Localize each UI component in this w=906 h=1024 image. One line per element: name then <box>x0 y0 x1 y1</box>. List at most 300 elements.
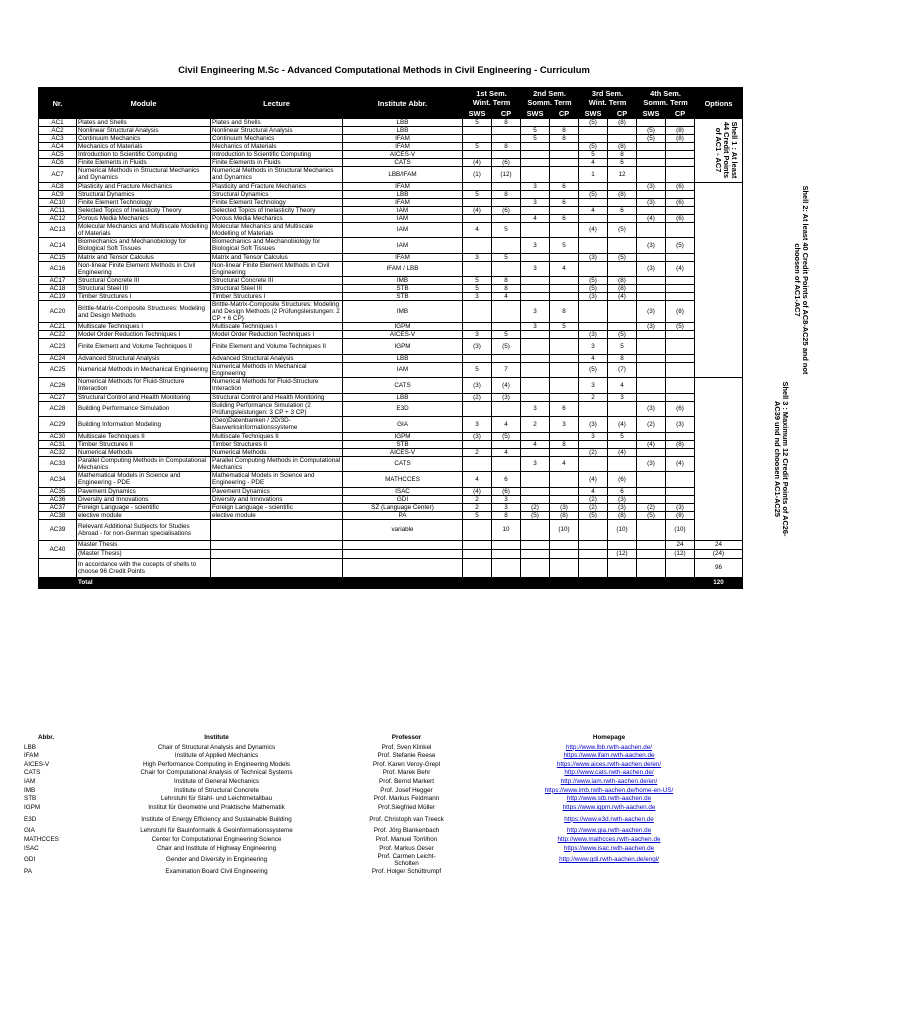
header-institute: Institute Abbr. <box>343 88 463 119</box>
table-row <box>39 549 743 558</box>
module-name: (Master Thesis) <box>77 549 211 558</box>
sws-value: (3) <box>463 339 492 355</box>
cp-value: 8 <box>492 190 521 198</box>
inst-header-professor: Professor <box>391 734 422 742</box>
sws-value: 5 <box>521 135 550 143</box>
institute-abbr: AICES-V <box>343 151 463 159</box>
cp-value: (4) <box>608 417 637 433</box>
cp-value <box>550 285 579 293</box>
lecture-name: Structural Control and Health Monitoring <box>211 393 343 401</box>
header-sem1: 1st Sem. Wint. Term <box>463 88 521 108</box>
sws-value: (5) <box>579 285 608 293</box>
sws-value: 4 <box>579 159 608 167</box>
semester-cell <box>608 558 637 577</box>
sws-value <box>579 198 608 206</box>
institute-name: Chair and Institute of Highway Engineering <box>156 844 277 852</box>
cp-value <box>666 253 695 261</box>
sws-value <box>637 487 666 495</box>
sws-value: (5) <box>637 135 666 143</box>
module-name: Advanced Structural Analysis <box>77 354 211 362</box>
institute-name: Chair for Computational Analysis of Technical Systems <box>140 769 293 777</box>
cp-value <box>666 159 695 167</box>
homepage-cell <box>504 786 714 795</box>
sws-value <box>637 519 666 540</box>
module-number: AC34 <box>39 472 77 488</box>
table-row <box>39 277 743 285</box>
institute-row <box>24 795 714 804</box>
module-name: Selected Topics of Inelasticity Theory <box>77 206 211 214</box>
homepage-link[interactable]: http://www.cats.rwth-aachen.de/ <box>564 769 654 777</box>
module-number <box>39 558 77 577</box>
cp-value: (6) <box>666 182 695 190</box>
institute-abbr: LBB <box>24 743 36 751</box>
semester-cell <box>637 549 666 558</box>
table-row <box>39 143 743 151</box>
homepage-cell <box>504 844 714 853</box>
sws-value: 3 <box>463 331 492 339</box>
institute-abbr: IAM <box>24 778 36 786</box>
institute-row <box>24 844 714 853</box>
homepage-link[interactable]: http://www.gdi.rwth-aachen.de/engl/ <box>559 856 659 864</box>
semester-cell <box>637 558 666 577</box>
module-number: AC35 <box>39 487 77 495</box>
cp-value: (8) <box>666 511 695 519</box>
institute-abbr: IAM <box>343 222 463 238</box>
sws-value <box>579 456 608 472</box>
cp-value <box>492 214 521 222</box>
sws-value <box>637 495 666 503</box>
semester-cell <box>579 558 608 577</box>
cp-value <box>550 206 579 214</box>
lecture-name: Porous Media Mechanics <box>211 214 343 222</box>
table-row <box>39 519 743 540</box>
sws-value <box>521 339 550 355</box>
semester-cell <box>492 549 521 558</box>
semester-cell <box>550 540 579 549</box>
cp-value: (8) <box>550 511 579 519</box>
sws-value <box>521 151 550 159</box>
homepage-cell <box>504 835 714 844</box>
homepage-cell <box>504 769 714 778</box>
cp-value <box>550 143 579 151</box>
institute-row <box>24 769 714 778</box>
cp-value <box>550 293 579 301</box>
lecture-name: Molecular Mechanics and Multiscale Modelling of Materials <box>211 222 343 238</box>
cp-value: 8 <box>492 511 521 519</box>
module-number: AC11 <box>39 206 77 214</box>
sws-value: (4) <box>463 206 492 214</box>
module-number: AC7 <box>39 167 77 183</box>
homepage-cell <box>504 760 714 769</box>
option-value: (24) <box>695 549 743 558</box>
lecture-name: Mathematical Models in Science and Engineering - PDE <box>211 472 343 488</box>
institute-row <box>24 777 714 786</box>
cp-value: (12) <box>608 549 637 558</box>
module-name: Mathematical Models in Science and Engineering - PDE <box>77 472 211 488</box>
lecture-name: Model Order Reduction Techniques I <box>211 331 343 339</box>
cp-value: 6 <box>550 182 579 190</box>
cp-value: (8) <box>666 440 695 448</box>
institute-abbr: variable <box>343 519 463 540</box>
cp-value <box>492 456 521 472</box>
lecture-name: Biomechanics and Mechanobiology for Biological Soft Tissues <box>211 238 343 254</box>
module-name: Brittle-Matrix-Composite Structures: Modeling and Design Methods <box>77 301 211 323</box>
homepage-link[interactable]: https://www.isac.rwth-aachen.de <box>563 844 655 852</box>
module-number: AC26 <box>39 378 77 394</box>
sws-value <box>637 448 666 456</box>
sws-value <box>579 182 608 190</box>
table-row <box>39 214 743 222</box>
homepage-link[interactable]: https://www.e3d.rwth-aachen.de <box>564 815 654 823</box>
cp-value <box>492 401 521 417</box>
cp-value <box>550 339 579 355</box>
homepage-cell <box>504 752 714 761</box>
cp-value: (3) <box>666 503 695 511</box>
institute-abbr <box>343 549 463 558</box>
cp-value <box>608 301 637 323</box>
sws-value <box>637 293 666 301</box>
module-name: Multiscale Techniques II <box>77 432 211 440</box>
module-number: AC24 <box>39 354 77 362</box>
semester-cell <box>550 549 579 558</box>
sws-value <box>521 285 550 293</box>
shell-label <box>695 378 791 541</box>
table-row <box>39 448 743 456</box>
cp-value <box>666 354 695 362</box>
sws-value: (5) <box>579 119 608 127</box>
homepage-link[interactable]: https://www.aices.rwth-aachen.de/en/ <box>556 760 662 768</box>
lecture-name: Structural Concrete III <box>211 277 343 285</box>
sws-value <box>521 167 550 183</box>
cp-value <box>550 448 579 456</box>
institute-abbr <box>343 558 463 577</box>
cp-value: 5 <box>550 238 579 254</box>
table-row <box>39 261 743 277</box>
institute-name: Institute of Structural Concrete <box>173 786 260 794</box>
institute-abbr: STB <box>343 293 463 301</box>
lecture-name <box>211 558 343 577</box>
shell-label-text: Shell 3 : Maximum 12 Credit Points of AC26-AC39 und nd choosen AC1-AC25 <box>773 381 791 537</box>
institute-abbr: STB <box>343 440 463 448</box>
cp-value <box>666 487 695 495</box>
sws-value <box>521 143 550 151</box>
cp-value: (6) <box>492 159 521 167</box>
sws-value: (5) <box>579 190 608 198</box>
sws-value <box>521 206 550 214</box>
professor-name: Prof. Carmen Leicht-Scholten <box>377 852 436 868</box>
module-name: Porous Media Mechanics <box>77 214 211 222</box>
homepage-link[interactable]: https://www.igpm.rwth-aachen.de <box>562 803 656 811</box>
header-cp: CP <box>666 108 695 119</box>
sws-value <box>463 401 492 417</box>
lecture-name: Numerical Methods for Fluid-Structure Interaction <box>211 378 343 394</box>
sws-value: 3 <box>521 323 550 331</box>
sws-value <box>637 277 666 285</box>
cp-value <box>550 354 579 362</box>
sws-value: 4 <box>521 440 550 448</box>
cp-value: (5) <box>608 331 637 339</box>
sws-value: (3) <box>637 198 666 206</box>
sws-value: (3) <box>579 417 608 433</box>
table-row <box>39 159 743 167</box>
sws-value <box>463 261 492 277</box>
header-sws: SWS <box>521 108 550 119</box>
cp-value <box>666 432 695 440</box>
cp-value: (6) <box>666 214 695 222</box>
cp-value: 6 <box>608 206 637 214</box>
cp-value: 6 <box>492 472 521 488</box>
sws-value <box>463 182 492 190</box>
table-row <box>39 354 743 362</box>
table-row <box>39 393 743 401</box>
sws-value: (3) <box>579 293 608 301</box>
lecture-name: Foreign Language - scientific <box>211 503 343 511</box>
cp-value: (4) <box>666 261 695 277</box>
sws-value <box>521 378 550 394</box>
institute-abbr: IMB <box>343 277 463 285</box>
semester-cell <box>463 549 492 558</box>
sws-value: 4 <box>579 354 608 362</box>
cp-value: (12) <box>492 167 521 183</box>
cp-value: (6) <box>608 472 637 488</box>
table-row <box>39 362 743 378</box>
professor-name: Prof. Stefanie Reese <box>377 752 436 760</box>
sws-value <box>521 519 550 540</box>
cp-value <box>666 167 695 183</box>
header-lecture: Lecture <box>211 88 343 119</box>
cp-value: (6) <box>492 487 521 495</box>
institute-abbr: LBB <box>343 127 463 135</box>
sws-value <box>579 519 608 540</box>
institute-row <box>24 812 714 827</box>
institute-abbr: E3D <box>343 401 463 417</box>
institute-abbr: CATS <box>343 159 463 167</box>
module-name: Model Order Reduction Techniques I <box>77 331 211 339</box>
sws-value <box>637 339 666 355</box>
homepage-link[interactable]: http://www.iam.rwth-aachen.de/en/ <box>560 778 658 786</box>
homepage-link[interactable]: https://www.imb.rwth-aachen.de/home-en-US/ <box>544 786 674 794</box>
institute-abbr: IFAM <box>343 198 463 206</box>
module-number: AC37 <box>39 503 77 511</box>
sws-value <box>463 519 492 540</box>
cp-value <box>608 127 637 135</box>
module-number: AC28 <box>39 401 77 417</box>
cp-value: 8 <box>492 143 521 151</box>
cp-value <box>666 331 695 339</box>
professor-name: Prof. Bernd Markert <box>379 778 434 786</box>
table-row <box>39 119 743 127</box>
sws-value: 5 <box>463 190 492 198</box>
sws-value <box>463 238 492 254</box>
sws-value <box>463 151 492 159</box>
sws-value <box>637 253 666 261</box>
cp-value: 4 <box>492 417 521 433</box>
institute-abbr: LBB <box>343 190 463 198</box>
cp-value: (5) <box>492 432 521 440</box>
module-number: AC17 <box>39 277 77 285</box>
institute-name: Chair of Structural Analysis and Dynamics <box>157 743 276 751</box>
module-number: AC1 <box>39 119 77 127</box>
sws-value <box>637 222 666 238</box>
institute-abbr: IMB <box>343 301 463 323</box>
cp-value <box>550 362 579 378</box>
cp-value <box>492 238 521 254</box>
cp-value: (5) <box>608 222 637 238</box>
homepage-link[interactable]: http://www.gia.rwth-aachen.de <box>566 827 652 835</box>
module-name: Master Thesis <box>77 540 211 549</box>
sws-value <box>463 198 492 206</box>
institute-abbr: IAM <box>343 214 463 222</box>
cp-value: 3 <box>492 495 521 503</box>
cp-value: (8) <box>666 301 695 323</box>
institutes-table <box>24 733 714 876</box>
institute-abbr: IAM <box>343 206 463 214</box>
module-number: AC13 <box>39 222 77 238</box>
cp-value <box>608 261 637 277</box>
institute-abbr: ISAC <box>24 844 39 852</box>
institute-abbr: CATS <box>343 456 463 472</box>
module-name: Mechanics of Materials <box>77 143 211 151</box>
module-name: Structural Dynamics <box>77 190 211 198</box>
cp-value <box>492 261 521 277</box>
cp-value: (3) <box>608 503 637 511</box>
institute-abbr: AICES-V <box>24 760 50 768</box>
institute-abbr: GDI <box>343 495 463 503</box>
institute-abbr: STB <box>24 795 37 803</box>
homepage-link[interactable]: http://www.lbb.rwth-aachen.de/ <box>565 743 653 751</box>
sws-value: 2 <box>579 393 608 401</box>
institute-abbr: LBB <box>343 354 463 362</box>
cp-value: 4 <box>608 378 637 394</box>
cp-value: 3 <box>492 503 521 511</box>
sws-value <box>521 432 550 440</box>
lecture-name: Finite Elements in Fluids <box>211 159 343 167</box>
cp-value <box>550 432 579 440</box>
cp-value: 5 <box>550 323 579 331</box>
cp-value <box>666 393 695 401</box>
sws-value <box>521 159 550 167</box>
module-number: AC2 <box>39 127 77 135</box>
cp-value <box>492 354 521 362</box>
header-nr: Nr. <box>39 88 77 119</box>
sws-value: (2) <box>579 448 608 456</box>
professor-name: Prof.Siegfried Müller <box>377 803 436 811</box>
institute-row <box>24 803 714 812</box>
homepage-cell <box>504 743 714 752</box>
homepage-link[interactable]: https://www.ifam.rwth-aachen.de <box>563 752 655 760</box>
total-label: Total <box>77 577 211 588</box>
sws-value <box>521 277 550 285</box>
institute-abbr: IAM <box>343 362 463 378</box>
sws-value <box>637 331 666 339</box>
table-row <box>39 417 743 433</box>
lecture-name: Finite Element and Volume Techniques II <box>211 339 343 355</box>
table-row <box>39 190 743 198</box>
institute-abbr: IFAM / LBB <box>343 261 463 277</box>
lecture-name <box>211 540 343 549</box>
cp-value <box>550 495 579 503</box>
sws-value: 3 <box>521 401 550 417</box>
sws-value <box>521 495 550 503</box>
professor-name: Prof. Karen Veroy-Grepl <box>372 760 441 768</box>
lecture-name: Selected Topics of Inelasticity Theory <box>211 206 343 214</box>
lecture-name: Non-linear Finite Element Methods in Civil Engineering <box>211 261 343 277</box>
institute-abbr: IAM <box>343 238 463 254</box>
module-name: Timber Structures I <box>77 293 211 301</box>
institute-abbr: AICES-V <box>343 448 463 456</box>
sws-value: (2) <box>637 503 666 511</box>
sws-value: (5) <box>637 511 666 519</box>
cp-value: 3 <box>608 393 637 401</box>
cp-value <box>666 339 695 355</box>
lecture-name: elective module <box>211 511 343 519</box>
sws-value <box>521 362 550 378</box>
cp-value: 7 <box>492 362 521 378</box>
module-number: AC38 <box>39 511 77 519</box>
table-row <box>39 222 743 238</box>
homepage-link[interactable]: http://www.stb.rwth-aachen.de <box>566 795 652 803</box>
sws-value <box>637 432 666 440</box>
cp-value: 8 <box>492 285 521 293</box>
cp-value: (4) <box>492 378 521 394</box>
institute-abbr: IMB <box>24 786 36 794</box>
sws-value <box>637 167 666 183</box>
module-number: AC15 <box>39 253 77 261</box>
sws-value: 3 <box>579 378 608 394</box>
table-row <box>39 540 743 549</box>
sws-value: (4) <box>579 472 608 488</box>
cp-value: 5 <box>492 253 521 261</box>
table-row <box>39 293 743 301</box>
inst-header-abbr: Abbr. <box>38 734 55 742</box>
cp-value: (8) <box>608 119 637 127</box>
sws-value: (3) <box>637 238 666 254</box>
cp-value <box>550 472 579 488</box>
module-number: AC9 <box>39 190 77 198</box>
homepage-link[interactable]: http://www.mathcces.rwth-aachen.de <box>557 836 661 844</box>
module-number: AC4 <box>39 143 77 151</box>
institute-abbr: LBB <box>343 119 463 127</box>
sws-value <box>579 238 608 254</box>
lecture-name: Plasticity and Fracture Mechanics <box>211 182 343 190</box>
sws-value <box>637 206 666 214</box>
lecture-name: Nonlinear Structural Analysis <box>211 127 343 135</box>
sws-value <box>521 222 550 238</box>
cp-value <box>608 198 637 206</box>
cp-value: (8) <box>666 127 695 135</box>
module-name: Numerical Methods in Mechanical Engineering <box>77 362 211 378</box>
table-row <box>39 323 743 331</box>
sws-value <box>521 487 550 495</box>
cp-value <box>666 378 695 394</box>
sws-value: (3) <box>579 253 608 261</box>
professor-name: Prof. Sven Klinkel <box>381 743 432 751</box>
sws-value: (3) <box>637 301 666 323</box>
institute-abbr: IGPM <box>343 339 463 355</box>
lecture-name: Numerical Methods in Mechanical Engineering <box>211 362 343 378</box>
sws-value <box>521 190 550 198</box>
institute-name: Institute of Energy Efficiency and Sustainable Building <box>141 815 292 823</box>
semester-cell <box>492 558 521 577</box>
institute-name: Institut für Geometrie und Praktische Mathematik <box>148 803 285 811</box>
cp-value: (5) <box>608 253 637 261</box>
cp-value: (8) <box>608 143 637 151</box>
homepage-cell <box>504 868 714 877</box>
sws-value: 3 <box>521 301 550 323</box>
sws-value: 5 <box>463 143 492 151</box>
table-row <box>39 238 743 254</box>
homepage-cell <box>504 777 714 786</box>
